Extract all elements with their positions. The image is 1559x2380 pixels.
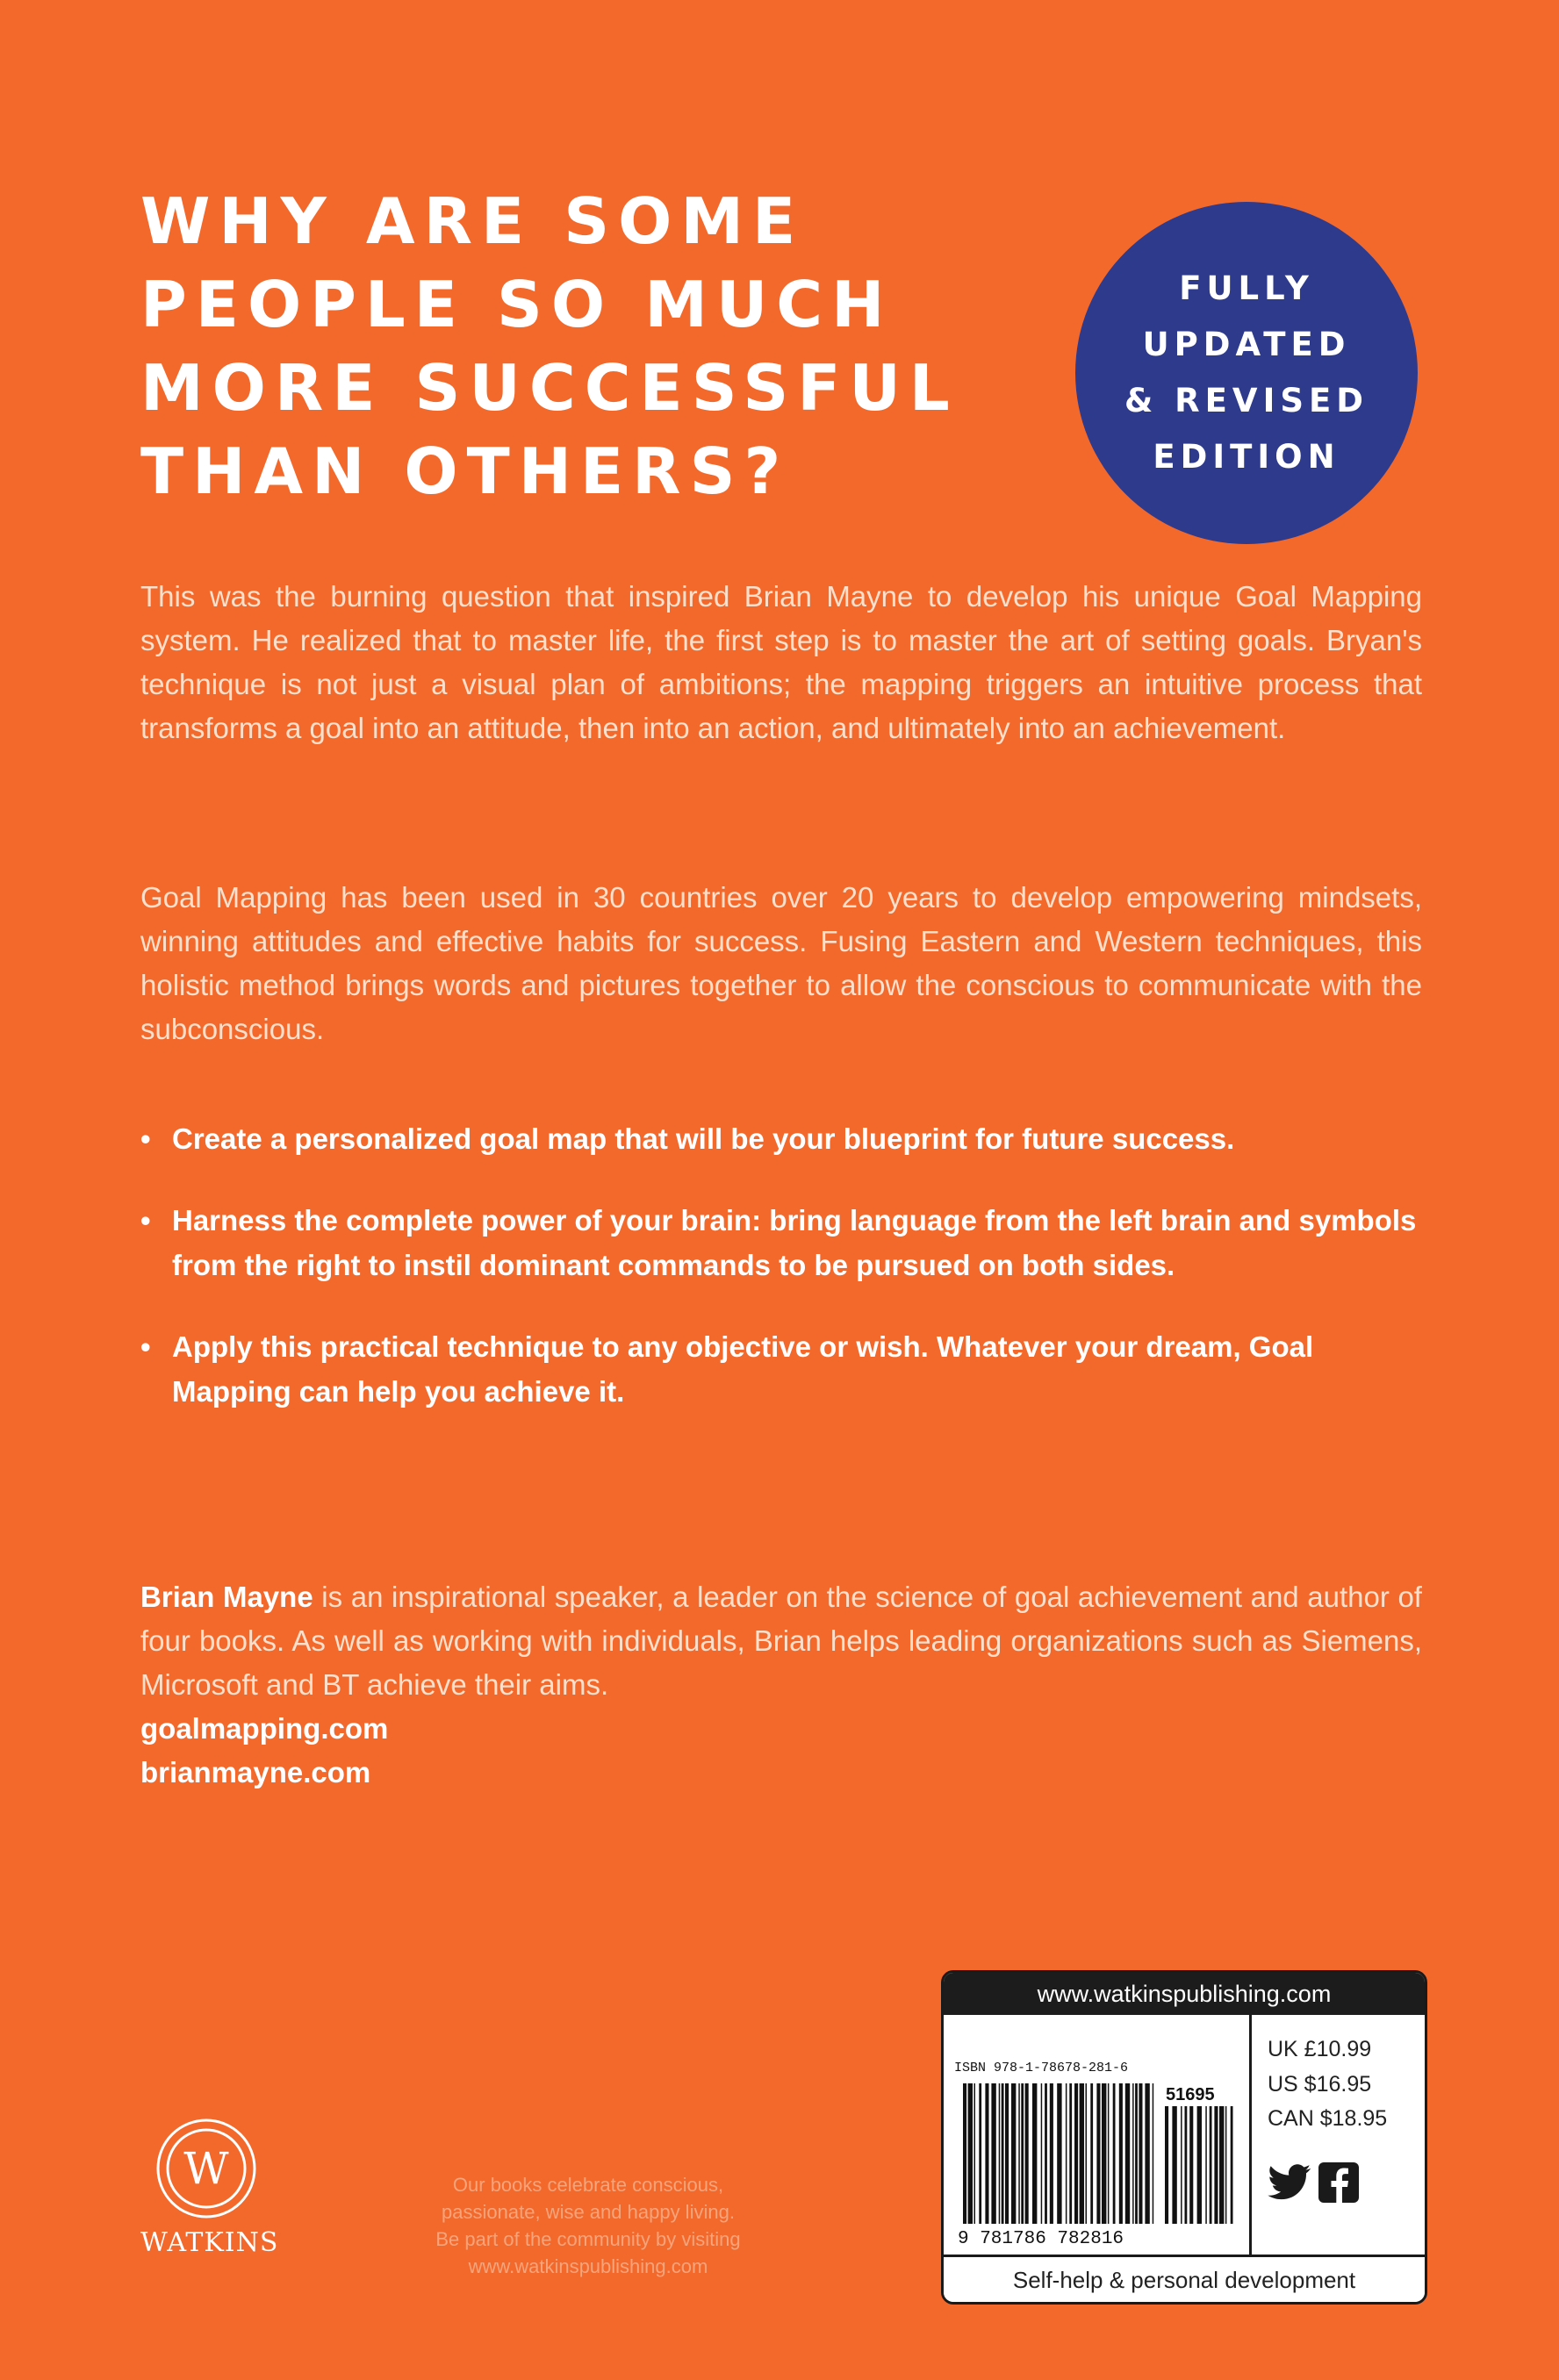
method-paragraph: Goal Mapping has been used in 30 countries over 20 years to develop empowering mindsets, winning attitudes and effective habits for success. Fusing Eastern and Western techniques, this holistic method brings words and pictures together to allow the conscious to communicate with the subconscious. <box>140 881 1422 1045</box>
headline-line: THAN OTHERS? <box>140 434 790 508</box>
barcode-bar <box>1197 2106 1202 2224</box>
barcode-bar <box>1069 2083 1072 2224</box>
barcode-bar <box>985 2083 988 2224</box>
publisher-website[interactable]: www.watkinspublishing.com <box>944 1973 1425 2015</box>
barcode-bar <box>1153 2083 1154 2224</box>
twitter-icon[interactable] <box>1268 2164 1311 2201</box>
book-category: Self-help & personal development <box>944 2255 1425 2305</box>
barcode-bar <box>1172 2106 1176 2224</box>
price-uk: UK £10.99 <box>1268 2037 1372 2061</box>
barcode-bar <box>1189 2106 1193 2224</box>
barcode-bar <box>1002 2083 1004 2224</box>
barcode-bar <box>1205 2106 1207 2224</box>
watkins-w-icon <box>154 2117 258 2220</box>
barcode-bar <box>991 2083 995 2224</box>
tagline-line: passionate, wise and happy living. <box>442 2201 735 2223</box>
brianmayne-link[interactable]: brianmayne.com <box>140 1756 371 1789</box>
logo-letter: W <box>183 2143 229 2194</box>
badge-line: & REVISED <box>1124 382 1369 419</box>
barcode-bar <box>1113 2083 1116 2224</box>
barcode-bar <box>999 2083 1001 2224</box>
isbn-label: ISBN 978-1-78678-281-6 <box>954 2061 1129 2075</box>
author-name: Brian Mayne <box>140 1581 313 1613</box>
intro-paragraph: This was the burning question that inspired Brian Mayne to develop his unique Goal Mapping system. He realized that to master life, the first step is to master the art of setting goals. Bryan's technique is not just a visual plan of ambitions; the mapping triggers an intuitive process that transforms a goal into an attitude, then into an action, and ultimately into an achievement. <box>140 580 1422 744</box>
benefit-item: • Apply this practical technique to any objective or wish. Whatever your dream, Goal Mapping can help you achieve it. <box>140 1324 1431 1414</box>
barcode-bar <box>1066 2083 1067 2224</box>
barcode-bar <box>1135 2083 1138 2224</box>
barcode-bar <box>1005 2083 1009 2224</box>
tagline-line: Our books celebrate conscious, <box>452 2174 724 2196</box>
barcode-area <box>944 2015 1252 2255</box>
barcode-bar <box>1139 2083 1142 2224</box>
barcode-bar <box>1021 2083 1024 2224</box>
barcode-bar <box>1119 2083 1123 2224</box>
barcode-bar <box>1132 2083 1134 2224</box>
barcode-bar <box>1090 2083 1093 2224</box>
barcode-bar <box>1050 2083 1053 2224</box>
barcode-bar <box>1125 2083 1130 2224</box>
barcode <box>944 2015 1249 2255</box>
benefit-item: • Create a personalized goal map that will be your blueprint for future success. <box>140 1116 1431 1161</box>
badge-line: UPDATED <box>1142 326 1351 363</box>
barcode-bar <box>1231 2106 1233 2224</box>
publisher-tagline <box>356 2171 821 2280</box>
publisher-name: WATKINS <box>140 2227 279 2258</box>
barcode-bar <box>1214 2106 1218 2224</box>
price-panel <box>1252 2015 1425 2255</box>
benefit-item: • Harness the complete power of your brain: bring language from the left brain and symbols from the right to instil dominant commands to be pursued on both sides. <box>140 1198 1431 1287</box>
tagline-line: Be part of the community by visiting <box>435 2228 741 2250</box>
tagline-line: www.watkinspublishing.com <box>468 2255 708 2277</box>
barcode-box <box>941 1970 1427 2305</box>
barcode-bar <box>1057 2083 1061 2224</box>
social-icons <box>1268 2162 1359 2203</box>
headline-line: MORE SUCCESSFUL <box>140 351 959 425</box>
barcode-bar <box>1025 2083 1029 2224</box>
barcode-bar <box>1185 2106 1188 2224</box>
facebook-icon[interactable] <box>1318 2162 1359 2203</box>
price-can: CAN $18.95 <box>1268 2106 1388 2131</box>
barcode-bar <box>1080 2083 1084 2224</box>
barcode-digits: 9 781786 782816 <box>958 2229 1124 2249</box>
badge-line: FULLY <box>1179 269 1314 307</box>
barcode-bar <box>963 2083 966 2224</box>
barcode-bar <box>1210 2106 1212 2224</box>
barcode-bar <box>968 2083 973 2224</box>
barcode-bar <box>1181 2106 1182 2224</box>
author-bio <box>140 1575 1422 1707</box>
barcode-bar <box>1011 2083 1016 2224</box>
watkins-logo <box>140 2117 279 2258</box>
barcode-bar <box>1145 2083 1149 2224</box>
barcode-bar <box>1102 2083 1106 2224</box>
barcode-bar <box>974 2083 976 2224</box>
barcode-bar <box>1086 2083 1088 2224</box>
barcode-addon-digits: 51695 <box>1166 2085 1215 2104</box>
barcode-bar <box>1096 2083 1100 2224</box>
barcode-bar <box>1041 2083 1043 2224</box>
edition-badge <box>1075 202 1418 544</box>
barcode-bar <box>1225 2106 1227 2224</box>
headline-line: WHY ARE SOME <box>140 184 805 258</box>
author-bio-text: is an inspirational speaker, a leader on the science of goal achievement and author of four books. As well as working with individuals, Brian helps leading organizations such as Siemens, Microsoft and BT achieve their aims. <box>140 1581 1422 1701</box>
headline <box>140 180 1001 513</box>
benefit-list <box>140 1116 1431 1451</box>
badge-line: EDITION <box>1153 438 1340 476</box>
barcode-bar <box>1045 2083 1047 2224</box>
barcode-bar <box>979 2083 981 2224</box>
price-us: US $16.95 <box>1268 2072 1372 2097</box>
barcode-bar <box>1108 2083 1110 2224</box>
barcode-bar <box>1018 2083 1020 2224</box>
barcode-bar <box>1074 2083 1078 2224</box>
barcode-bar <box>1032 2083 1037 2224</box>
barcode-bar <box>1219 2106 1224 2224</box>
headline-line: PEOPLE SO MUCH <box>140 268 894 341</box>
barcode-bar <box>1165 2106 1168 2224</box>
goalmapping-link[interactable]: goalmapping.com <box>140 1712 389 1745</box>
